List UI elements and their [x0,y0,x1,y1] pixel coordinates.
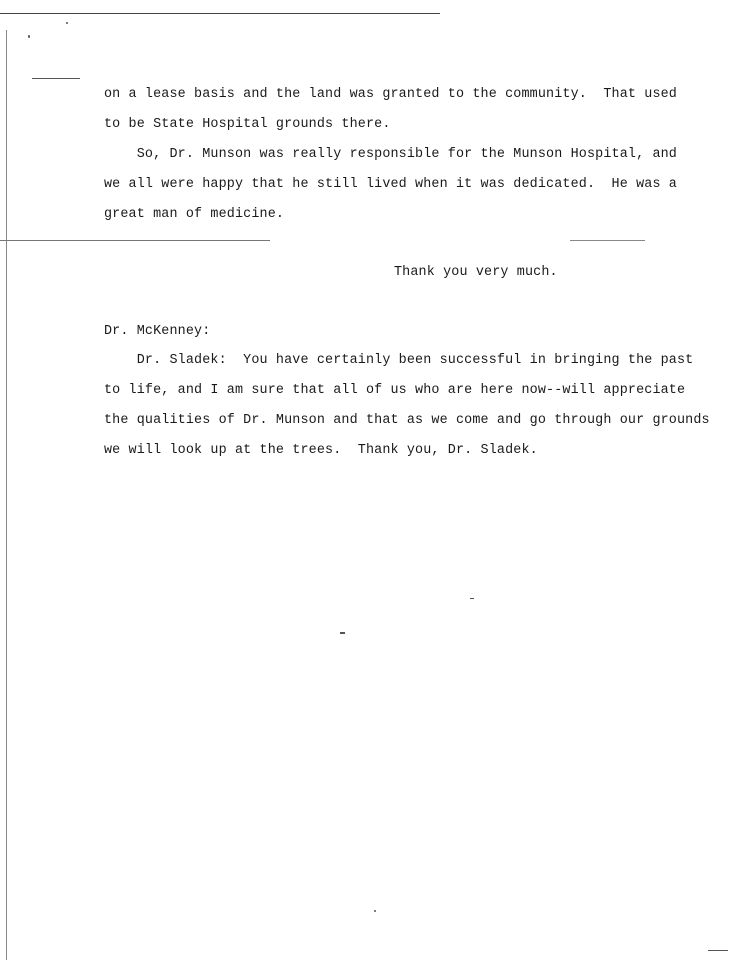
text-line: great man of medicine. [104,207,285,222]
text-line: to life, and I am sure that all of us who are here now--will appreciate [104,383,686,398]
speaker-label: Dr. McKenney: [104,324,211,339]
fold-line-right [570,240,645,241]
text-line: the qualities of Dr. Munson and that as we come and go through our grounds [104,413,710,428]
text-line: we all were happy that he still lived when it was dedicated. He was a [104,177,677,192]
scan-speck [66,22,68,24]
scan-speck [470,598,474,599]
scan-speck [708,950,728,951]
top-edge-line [0,13,440,14]
fold-line [0,240,270,241]
scan-speck [28,35,30,38]
left-mark [32,78,80,79]
text-line: on a lease basis and the land was granted to the community. That used [104,87,677,102]
text-line: Dr. Sladek: You have certainly been successful in bringing the past [104,353,694,368]
text-line: we will look up at the trees. Thank you, Dr. Sladek. [104,443,538,458]
scan-speck [340,632,345,634]
text-line: So, Dr. Munson was really responsible for the Munson Hospital, and [104,147,677,162]
left-edge-line [6,30,7,960]
closing-line: Thank you very much. [394,265,558,280]
scan-speck [374,910,376,912]
text-line: to be State Hospital grounds there. [104,117,391,132]
